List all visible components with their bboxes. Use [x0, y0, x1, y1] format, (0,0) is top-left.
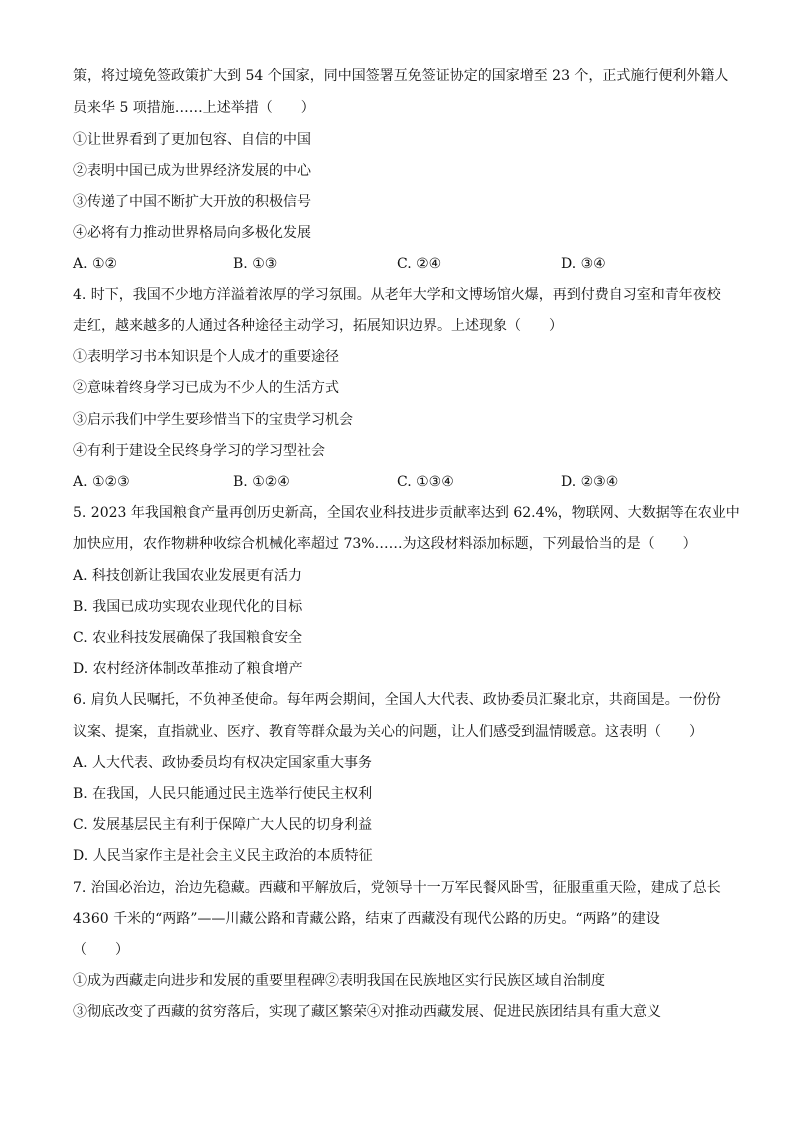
q4-stem-line2: 走红，越来越多的人通过各种途径主动学习，拓展知识边界。上述现象（ ） — [73, 318, 563, 334]
q6-choice-d: D. 人民当家作主是社会主义民主政治的本质特征 — [73, 848, 373, 864]
q3-option-c: C. ②④ — [397, 256, 442, 272]
q6-stem-line1: 6. 肩负人民嘱托，不负神圣使命。每年两会期间，全国人大代表、政协委员汇聚北京，共商国是。一份份 — [73, 692, 721, 708]
q7-stem-line1: 7. 治国必治边，治边先稳藏。西藏和平解放后，党领导十一万军民餐风卧雪，征服重重天险，建成了总长 — [73, 880, 721, 896]
q6-choice-c: C. 发展基层民主有利于保障广大人民的切身利益 — [73, 817, 373, 833]
q3-stem-line2: 员来华 5 项措施……上述举措（ ） — [73, 100, 315, 116]
q3-stem-line1: 策，将过境免签政策扩大到 54 个国家，同中国签署互免签证协定的国家增至 23 个，正式施行便利外籍人 — [73, 68, 729, 84]
q3-item-4: ④必将有力推动世界格局向多极化发展 — [73, 225, 311, 241]
q5-stem-line1: 5. 2023 年我国粮食产量再创历史新高，全国农业科技进步贡献率达到 62.4%，物联网、大数据等在农业中 — [73, 505, 740, 521]
q5-stem-line2: 加快应用，农作物耕种收综合机械化率超过 73%……为这段材料添加标题，下列最恰当的是（ ） — [73, 536, 697, 552]
q7-stem-line3: （ ） — [73, 942, 129, 958]
q6-choice-a: A. 人大代表、政协委员均有权决定国家重大事务 — [73, 755, 373, 771]
q7-item-line2: ③彻底改变了西藏的贫穷落后，实现了藏区繁荣④对推动西藏发展、促进民族团结具有重大意义 — [73, 1004, 661, 1020]
q4-item-4: ④有利于建设全民终身学习的学习型社会 — [73, 443, 325, 459]
q6-stem-line2: 议案、提案，直指就业、医疗、教育等群众最为关心的问题，让人们感受到温情暖意。这表明（ ） — [73, 724, 703, 740]
q4-item-1: ①表明学习书本知识是个人成才的重要途径 — [73, 349, 339, 365]
q4-option-c: C. ①③④ — [397, 474, 454, 490]
q3-item-1: ①让世界看到了更加包容、自信的中国 — [73, 132, 311, 148]
q3-option-a: A. ①② — [73, 256, 118, 272]
q4-item-3: ③启示我们中学生要珍惜当下的宝贵学习机会 — [73, 412, 353, 428]
q4-option-b: B. ①②④ — [233, 474, 290, 490]
q5-choice-d: D. 农村经济体制改革推动了粮食增产 — [73, 661, 303, 677]
q3-option-d: D. ③④ — [561, 256, 606, 272]
q3-item-2: ②表明中国已成为世界经济发展的中心 — [73, 163, 311, 179]
q3-item-3: ③传递了中国不断扩大开放的积极信号 — [73, 194, 311, 210]
q7-stem-line2: 4360 千米的“两路”——川藏公路和青藏公路，结束了西藏没有现代公路的历史。“两路”的建设 — [73, 911, 660, 927]
q4-stem-line1: 4. 时下，我国不少地方洋溢着浓厚的学习氛围。从老年大学和文博场馆火爆，再到付费自习室和青年夜校 — [73, 287, 721, 303]
q3-option-b: B. ①③ — [233, 256, 278, 272]
q4-option-d: D. ②③④ — [561, 474, 619, 490]
q4-option-a: A. ①②③ — [73, 474, 130, 490]
q5-choice-c: C. 农业科技发展确保了我国粮食安全 — [73, 630, 303, 646]
q6-choice-b: B. 在我国，人民只能通过民主选举行使民主权利 — [73, 786, 373, 802]
q5-choice-b: B. 我国已成功实现农业现代化的目标 — [73, 599, 303, 615]
q7-item-line1: ①成为西藏走向进步和发展的重要里程碑②表明我国在民族地区实行民族区域自治制度 — [73, 973, 605, 989]
q4-item-2: ②意味着终身学习已成为不少人的生活方式 — [73, 380, 339, 396]
q5-choice-a: A. 科技创新让我国农业发展更有活力 — [73, 568, 303, 584]
